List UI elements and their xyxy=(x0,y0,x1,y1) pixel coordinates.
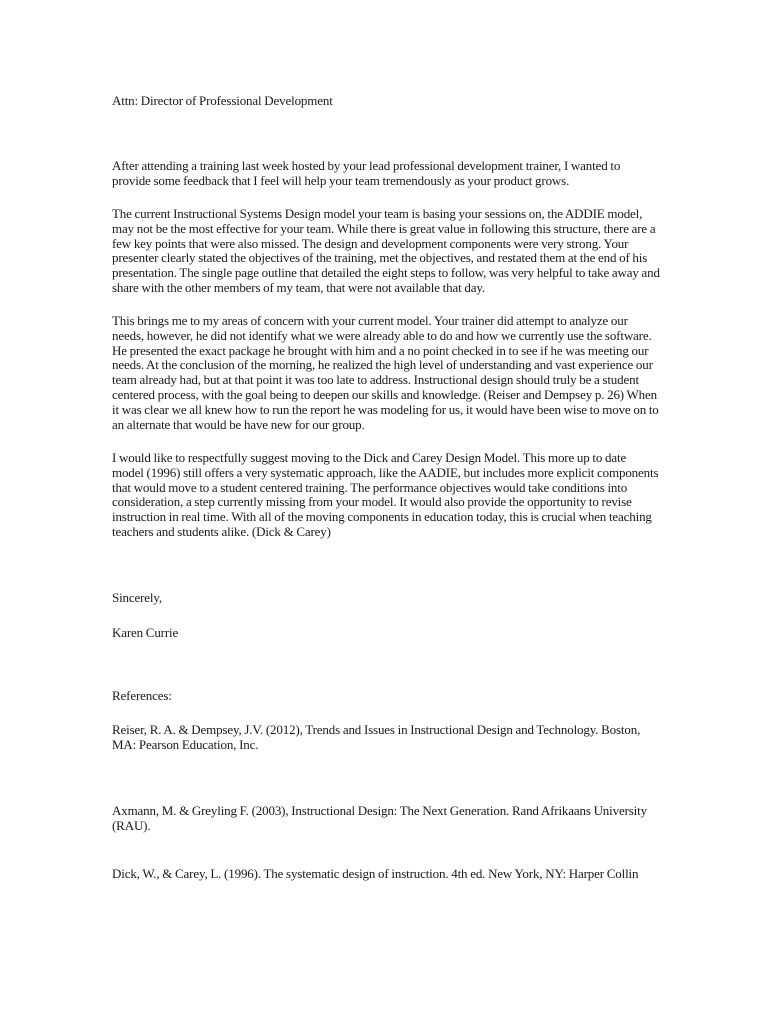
reference-item: Dick, W., & Carey, L. (1996). The systematic design of instruction. 4th ed. New York, NY: Harper Collin xyxy=(112,866,639,881)
reference-item: Reiser, R. A. & Dempsey, J.V. (2012), Trends and Issues in Instructional Design and Technology. Boston, MA: Pearson Education, Inc. xyxy=(112,722,641,752)
closing-line: Sincerely, xyxy=(112,590,162,605)
references-heading: References: xyxy=(112,688,172,703)
paragraph-concerns: This brings me to my areas of concern with your current model. Your trainer did attempt to analyze our needs, however, he did not identify what we were already able to do and how we currently use the software. He presented the exact package he brought with him and a no point checked in to see if he was meeting our needs. At the conclusion of the morning, he realized the high level of understanding and vast experience our team already had, but at that point it was too late to address. Instructional design should truly be a student centered process, with the goal being to deepen our skills and knowledge. (Reiser and Dempsey p. 26) When it was clear we all knew how to run the report he was modeling for us, it would have been wise to move on to an alternate that would be have new for our group. xyxy=(112,313,659,432)
paragraph-intro: After attending a training last week hosted by your lead professional development trainer, I wanted to provide some feedback that I feel will help your team tremendously as your product grows. xyxy=(112,158,621,188)
reference-item: Axmann, M. & Greyling F. (2003), Instructional Design: The Next Generation. Rand Afrikaans University (RAU). xyxy=(112,803,647,833)
paragraph-addie-model: The current Instructional Systems Design model your team is basing your sessions on, the ADDIE model, may not be the most effective for your team. While there is great value in following this structure, there are a few key points that were also missed. The design and development components were very strong. Your presenter clearly stated the objectives of the training, met the objectives, and restated them at the end of his presentation. The single page outline that detailed the eight steps to follow, was very helpful to take away and share with the other members of my team, that were not available that day. xyxy=(112,206,660,295)
signature-name: Karen Currie xyxy=(112,625,179,640)
paragraph-dick-carey: I would like to respectfully suggest moving to the Dick and Carey Design Model. This more up to date model (1996) still offers a very systematic approach, like the AADIE, but includes more explicit components that would move to a student centered training. The performance objectives would take conditions into consideration, a step currently missing from your model. It would also provide the opportunity to revise instruction in real time. With all of the moving components in education today, this is crucial when teaching teachers and students alike. (Dick & Carey) xyxy=(112,450,659,539)
attention-line: Attn: Director of Professional Development xyxy=(112,93,333,108)
